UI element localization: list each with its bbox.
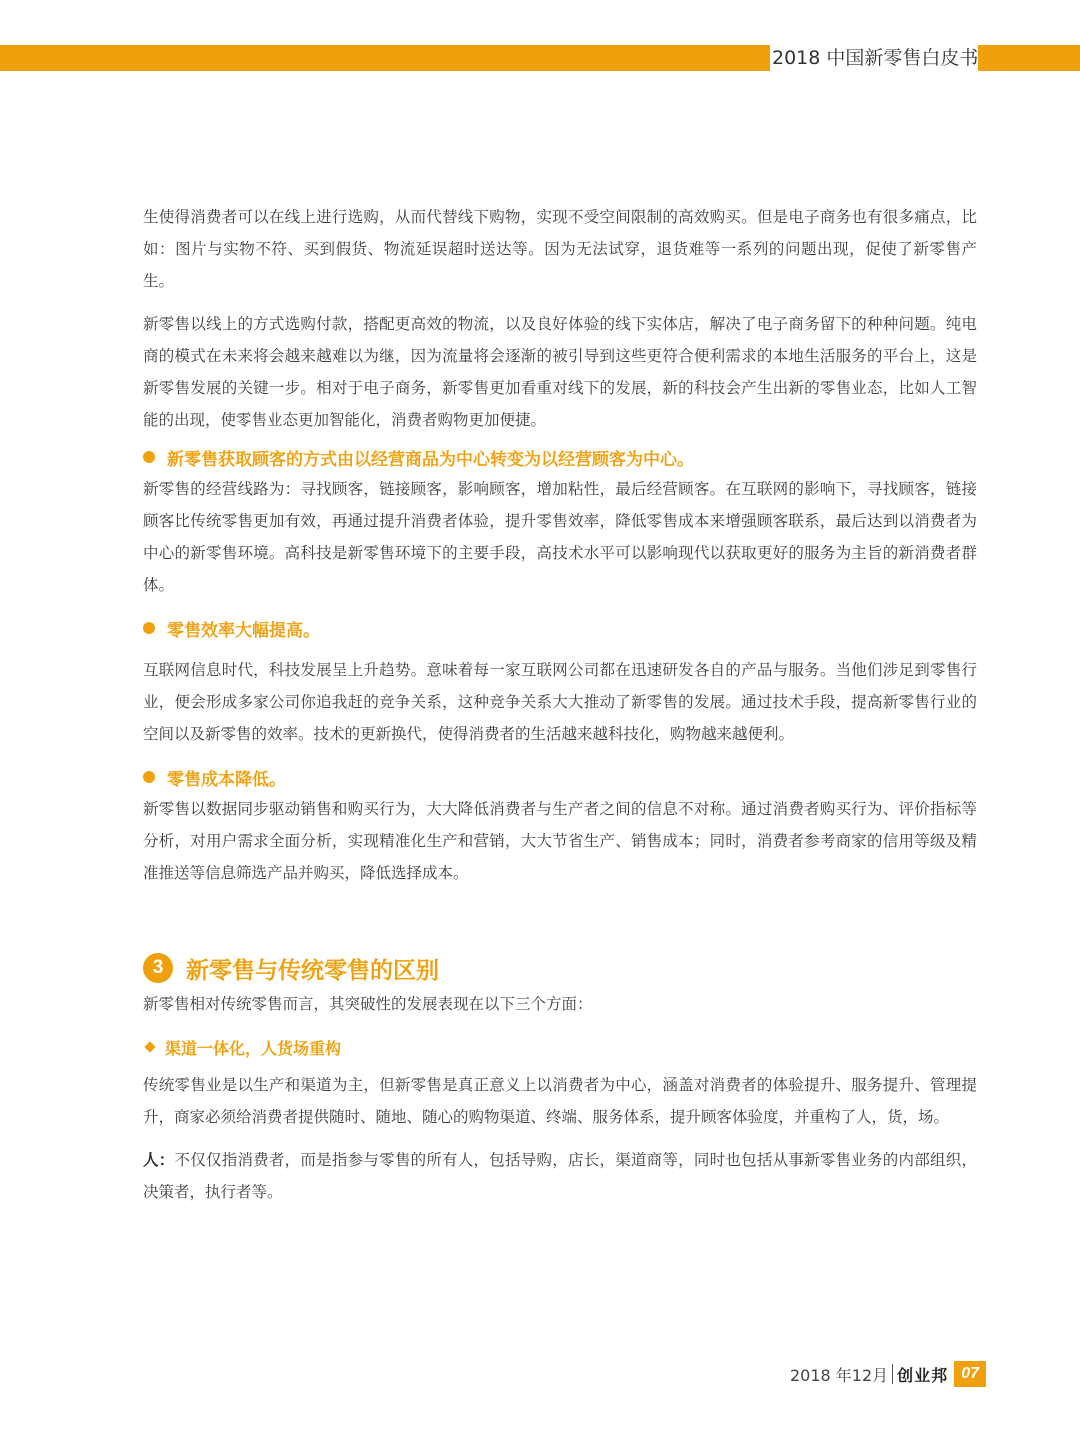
subheading-text: 渠道一体化，人货场重构 — [165, 1038, 342, 1058]
paragraph-7 — [143, 1144, 977, 1208]
paragraph-7-label: 人： — [143, 1151, 175, 1169]
section-heading — [143, 948, 977, 988]
paragraph-5: 新零售以数据同步驱动销售和购买行为，大大降低消费者与生产者之间的信息不对称。通过消费者购买行为、评价指标等分析，对用户需求全面分析，实现精准化生产和营销，大大节省生产、销售成本；同时，消费者参考商家的信用等级及精准推送等信息筛选产品并购买，降低选择成本。 — [143, 800, 977, 882]
subheading — [143, 1031, 977, 1063]
bullet-heading-2 — [143, 612, 977, 644]
article-body — [143, 201, 977, 1208]
section-title: 新零售与传统零售的区别 — [186, 957, 439, 984]
footer-date: 2018 年12月 — [790, 1365, 889, 1385]
header-bar-right — [978, 45, 1080, 71]
paragraph-1: 生使得消费者可以在线上进行选购，从而代替线下购物，实现不受空间限制的高效购买。但是电子商务也有很多痛点，比如：图片与实物不符、买到假货、物流延误超时送达等。因为无法试穿，退货难等一系列的问题出现，促使了新零售产生。 — [143, 208, 977, 290]
bullet-dot-icon — [143, 451, 155, 463]
bullet-heading-text: 零售效率大幅提高。 — [167, 620, 320, 641]
diamond-bullet-icon — [144, 1041, 155, 1052]
bullet-heading-text: 零售成本降低。 — [167, 769, 286, 790]
section-number-icon: 3 — [143, 953, 173, 983]
bullet-dot-icon — [143, 622, 155, 634]
page-footer — [790, 1360, 986, 1388]
paragraph-4: 互联网信息时代，科技发展呈上升趋势。意味着每一家互联网公司都在迅速研发各自的产品与服务。当他们涉足到零售行业，便会形成多家公司你追我赶的竞争关系，这种竞争关系大大推动了新零售的发展。通过技术手段，提高新零售行业的空间以及新零售的效率。技术的更新换代，使得消费者的生活越来越科技化，购物越来越便利。 — [143, 661, 977, 743]
bullet-heading-1 — [143, 441, 977, 473]
header-title: 2018 中国新零售白皮书 — [772, 47, 979, 69]
paragraph-2: 新零售以线上的方式选购付款，搭配更高效的物流，以及良好体验的线下实体店，解决了电子商务留下的种种问题。纯电商的模式在未来将会越来越难以为继，因为流量将会逐渐的被引导到这些更符合便利需求的本地生活服务的平台上，这是新零售发展的关键一步。相对于电子商务，新零售更加看重对线下的发展，新的科技会产生出新的零售业态，比如人工智能的出现，使零售业态更加智能化，消费者购物更加便捷。 — [143, 315, 977, 429]
paragraph-6: 传统零售业是以生产和渠道为主，但新零售是真正意义上以消费者为中心，涵盖对消费者的体验提升、服务提升、管理提升，商家必须给消费者提供随时、随地、随心的购物渠道、终端、服务体系，提升顾客体验度，并重构了人，货，场。 — [143, 1076, 977, 1126]
header-bar-left — [0, 45, 770, 71]
page-number: 07 — [954, 1361, 986, 1387]
bullet-heading-3 — [143, 761, 977, 793]
section-intro: 新零售相对传统零售而言，其突破性的发展表现在以下三个方面： — [143, 995, 593, 1013]
footer-brand-logo: 创业邦 — [897, 1365, 949, 1385]
paragraph-3: 新零售的经营线路为：寻找顾客，链接顾客，影响顾客，增加粘性，最后经营顾客。在互联网的影响下，寻找顾客，链接顾客比传统零售更加有效，再通过提升消费者体验，提升零售效率，降低零售成本来增强顾客联系，最后达到以消费者为中心的新零售环境。高科技是新零售环境下的主要手段，高技术水平可以影响现代以获取更好的服务为主旨的新消费者群体。 — [143, 480, 977, 594]
bullet-heading-text: 新零售获取顾客的方式由以经营商品为中心转变为以经营顾客为中心。 — [167, 449, 694, 470]
paragraph-7-text: 不仅仅指消费者，而是指参与零售的所有人，包括导购，店长，渠道商等，同时也包括从事新零售业务的内部组织，决策者，执行者等。 — [143, 1151, 977, 1201]
footer-separator — [892, 1364, 893, 1384]
bullet-dot-icon — [143, 771, 155, 783]
